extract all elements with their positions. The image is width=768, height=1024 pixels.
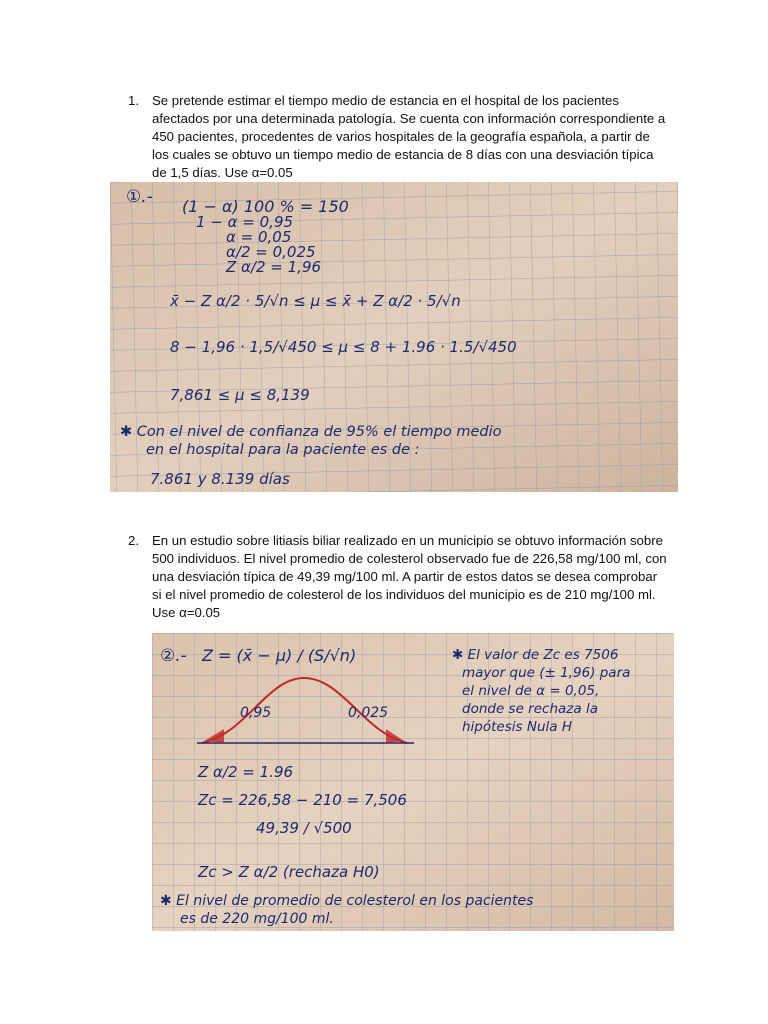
hw2-curve-right-label: 0,025 xyxy=(348,705,389,721)
hw1-line-7: 8 − 1,96 · 1,5/√450 ≤ μ ≤ 8 + 1.96 · 1.5/√450 xyxy=(170,338,517,356)
hw2-conclusion-1: ✱ El nivel de promedio de colesterol en los pacientes xyxy=(160,893,534,909)
problem-1 xyxy=(128,92,668,182)
hw2-curve-left-label: 0,95 xyxy=(240,705,272,721)
hw2-note-2: mayor que (± 1,96) para xyxy=(462,665,631,681)
problem-text: Se pretende estimar el tiempo medio de estancia en el hospital de los pacientes afectados por una determinada patología. Se cuenta con información correspondiente a 450 pacientes, procedentes de varios hospitales de la geografía española, a partir de los cuales se obtuvo un tiempo medio de estancia de 8 días con una desviación típica de 1,5 días. Use α=0.05 xyxy=(152,93,666,180)
hw2-formula: Z = (x̄ − μ) / (S/√n) xyxy=(202,646,357,665)
hw1-line-5: Z α/2 = 1,96 xyxy=(226,258,322,276)
problem-number: 2. xyxy=(128,533,139,548)
hw1-line-8: 7,861 ≤ μ ≤ 8,139 xyxy=(170,386,310,404)
hw1-line-6: x̄ − Z α/2 · 5/√n ≤ μ ≤ x̄ + Z α/2 · 5/√n xyxy=(170,292,461,310)
hw1-header: ①.- xyxy=(126,187,153,207)
hw1-conclusion-2: en el hospital para la paciente es de : xyxy=(146,442,420,458)
hw2-conclusion-2: es de 220 mg/100 ml. xyxy=(180,911,334,927)
hw2-note-4: donde se rechaza la xyxy=(462,701,598,717)
hw1-line-2: 1 − α = 0,95 xyxy=(196,213,294,231)
hw1-conclusion-1: ✱ Con el nivel de confianza de 95% el tiempo medio xyxy=(120,424,502,440)
hw2-note-5: hipótesis Nula H xyxy=(462,719,572,735)
handwritten-solution-photo-2 xyxy=(152,633,674,931)
hw1-conclusion-3: 7.861 y 8.139 días xyxy=(150,470,290,488)
hw1-line-4: α/2 = 0,025 xyxy=(226,243,316,261)
hw2-line-4: Zc > Z α/2 (rechaza H0) xyxy=(198,863,380,881)
problem-number: 1. xyxy=(128,93,139,108)
hw2-line-3: 49,39 / √500 xyxy=(256,819,352,837)
hw1-line-1: (1 − α) 100 % = 150 xyxy=(182,197,349,216)
hw1-line-3: α = 0,05 xyxy=(226,228,292,246)
handwritten-solution-photo-1 xyxy=(110,182,678,492)
hw2-note-3: el nivel de α = 0,05, xyxy=(462,683,600,699)
hw2-header: ②.- xyxy=(160,646,187,666)
hw2-line-1: Z α/2 = 1.96 xyxy=(198,763,294,781)
problem-text: En un estudio sobre litiasis biliar realizado en un municipio se obtuvo información sobre 500 individuos. El nivel promedio de colesterol observado fue de 226,58 mg/100 ml, con una desviación típica de 49,39 mg/100 ml. A partir de estos datos se desea comprobar si el nivel promedio de colesterol de los individuos del municipio es de 210 mg/100 ml. Use α=0.05 xyxy=(152,533,667,620)
hw2-note-1: ✱ El valor de Zc es 7506 xyxy=(452,647,619,663)
problem-2 xyxy=(128,532,668,622)
hw2-line-2: Zc = 226,58 − 210 = 7,506 xyxy=(198,791,407,809)
